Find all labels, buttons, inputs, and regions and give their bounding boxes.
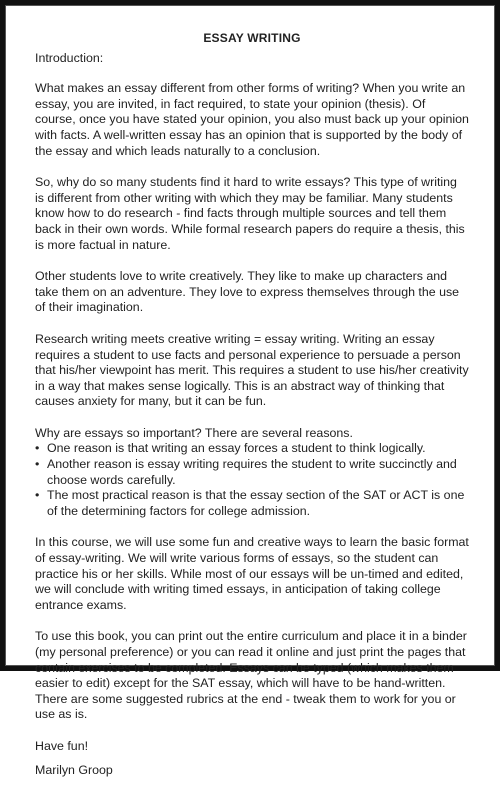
- reasons-list: [35, 441, 469, 519]
- list-item: • Another reason is essay writing requires the student to write succinctly and choose words carefully.: [35, 457, 469, 488]
- page-title: ESSAY WRITING: [203, 31, 301, 45]
- paragraph-3: Other students love to write creatively. They like to make up characters and take them on an adventure. They love to express themselves through the use of their imagination.: [35, 269, 460, 315]
- intro-label: Introduction:: [35, 50, 104, 65]
- paragraph-6: In this course, we will use some fun and creative ways to learn the basic format of essay-writing. We will write various forms of essays, so the student can practice his or her skills. While most of our essays will be un-timed and edited, we will conclude with writing timed essays, in anticipation of taking college entrance exams.: [35, 535, 469, 612]
- paragraph-4: Research writing meets creative writing = essay writing. Writing an essay requires a student to use facts and personal experience to persuade a person that his/her viewpoint has merit. This requires a student to use his/her creativity in a way that makes sense logically. This is an abstract way of thinking that causes anxiety for many, but it can be fun.: [35, 331, 469, 409]
- closing-line: Have fun!: [35, 738, 89, 753]
- list-item: • One reason is that writing an essay forces a student to think logically.: [35, 441, 469, 457]
- paragraph-1: What makes an essay different from other forms of writing? When you write an essay, you are invited, in fact required, to state your opinion (thesis). Of course, once you have stated your opinion, you also must back up your opinion with facts. A well-written essay has an opinion that is supported by the body of the essay and which leads naturally to a conclusion.: [35, 81, 469, 158]
- list-item: • The most practical reason is that the essay section of the SAT or ACT is one of the determining factors for college admission.: [35, 488, 469, 519]
- paragraph-5: Why are essays so important? There are several reasons.: [35, 425, 353, 440]
- paragraph-7: To use this book, you can print out the entire curriculum and place it in a binder (my personal preference) or you can read it online and just print the pages that contain exercises to be completed. Essays can be typed (which makes them easier to edit) except for the SAT essay, which will have to be hand-written. There are some suggested rubrics at the end - tweak them to work for you or use as is.: [35, 629, 467, 722]
- author-signature: Marilyn Groop: [35, 762, 113, 777]
- document-page: [35, 31, 469, 794]
- paragraph-2: So, why do so many students find it hard to write essays? This type of writing is different from other writing with which they may be familiar. Many students know how to do research - find facts through multiple sources and tell them back in their own words. While formal research papers do require a thesis, this is more factual in nature.: [35, 175, 465, 252]
